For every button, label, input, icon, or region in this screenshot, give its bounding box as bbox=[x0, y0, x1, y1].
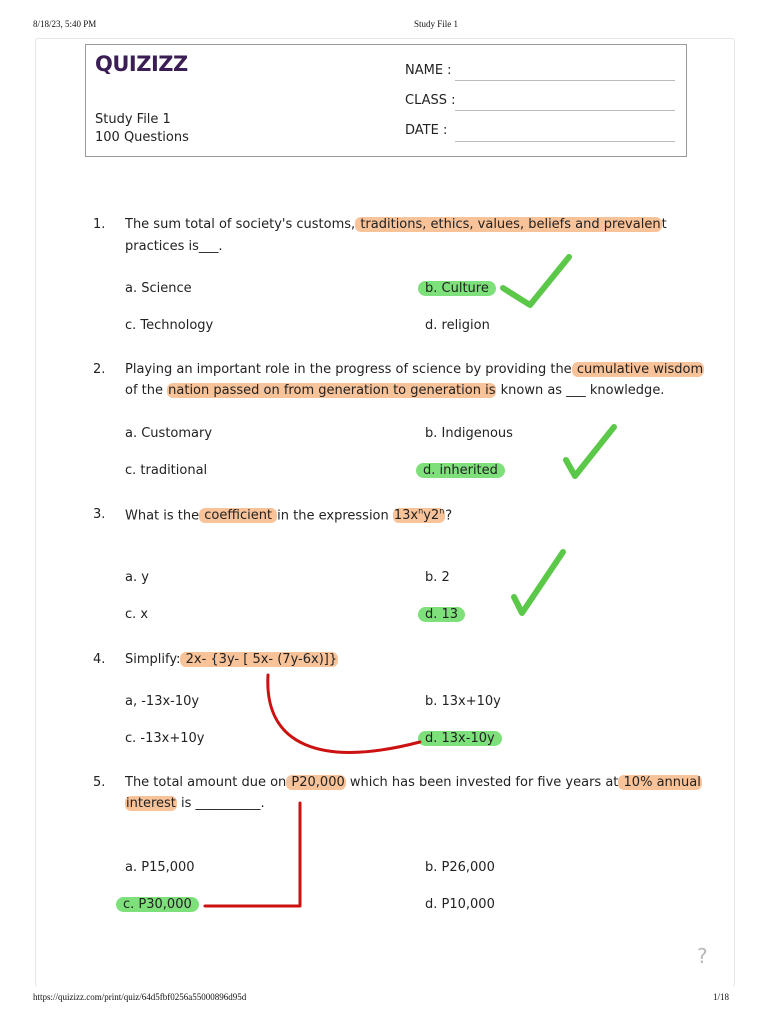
highlight: nation passed on from generation to generation is bbox=[168, 383, 496, 398]
option-b: b. 2 bbox=[425, 570, 450, 585]
quizizz-logo: QUIZIZZ bbox=[95, 52, 188, 76]
highlight: 2x- {3y- [ 5x- (7y-6x)]} bbox=[181, 652, 338, 667]
option-c: c. x bbox=[125, 607, 149, 622]
checkmark-icon bbox=[566, 427, 614, 476]
checkmark-icon bbox=[514, 552, 563, 613]
text-run: Playing an important role in the progress of science by providing the bbox=[125, 362, 572, 377]
option-a: a. y bbox=[125, 570, 149, 585]
option-d: d. religion bbox=[425, 318, 490, 333]
option-b-correct: b. Culture bbox=[418, 281, 496, 296]
option-b: b. Indigenous bbox=[425, 426, 513, 441]
text-run: The total amount due on bbox=[125, 775, 287, 790]
option-d-correct: d. inherited bbox=[416, 463, 505, 478]
highlight: coefficient bbox=[200, 508, 277, 524]
text-run: t bbox=[661, 217, 667, 232]
highlight: interest bbox=[126, 796, 176, 811]
print-datetime: 8/18/23, 5:40 PM bbox=[33, 19, 97, 29]
question-count: 100 Questions bbox=[95, 130, 189, 145]
date-label: DATE : bbox=[405, 123, 448, 138]
question-number: 5. bbox=[93, 775, 106, 790]
option-c: c. traditional bbox=[125, 463, 208, 478]
name-label: NAME : bbox=[405, 63, 452, 78]
option-a: a. Customary bbox=[125, 426, 213, 441]
highlight: 10% annual bbox=[619, 775, 701, 790]
print-page-number: 1/18 bbox=[713, 992, 730, 1002]
text-run: in the expression bbox=[277, 508, 393, 524]
annotation-bracket-arrow bbox=[205, 803, 300, 906]
superscript: n bbox=[418, 507, 424, 516]
help-icon[interactable]: ? bbox=[697, 944, 708, 968]
text-run: 13x bbox=[393, 508, 419, 524]
text-run: is __________. bbox=[176, 796, 265, 811]
highlight: P20,000 bbox=[287, 775, 345, 790]
class-label: CLASS : bbox=[405, 93, 456, 108]
question-number: 3. bbox=[93, 507, 106, 522]
text-run: What is the bbox=[125, 508, 200, 524]
option-a: a. P15,000 bbox=[125, 860, 195, 875]
option-c-correct: c. P30,000 bbox=[116, 897, 199, 912]
option-a: a, -13x-10y bbox=[125, 694, 200, 709]
question-number: 4. bbox=[93, 652, 106, 667]
option-b: b. 13x+10y bbox=[425, 694, 501, 709]
quiz-title: Study File 1 bbox=[95, 112, 171, 127]
text-run: known as ___ knowledge. bbox=[496, 383, 665, 398]
text-run: ? bbox=[445, 508, 453, 524]
print-doc-title: Study File 1 bbox=[414, 19, 459, 29]
highlight: traditions, ethics, values, beliefs and prevalen bbox=[356, 217, 661, 232]
text-run: of the bbox=[125, 383, 168, 398]
option-d: d. P10,000 bbox=[425, 897, 495, 912]
annotation-curve-arrow bbox=[268, 675, 420, 752]
option-d-correct: d. 13x-10y bbox=[418, 731, 502, 746]
text-run: The sum total of society's customs, bbox=[125, 217, 356, 232]
question-number: 2. bbox=[93, 362, 106, 377]
highlight: cumulative wisdom bbox=[572, 362, 704, 377]
question-number: 1. bbox=[93, 217, 106, 232]
text-run: Simplify: bbox=[125, 652, 181, 667]
text-run: which has been invested for five years at bbox=[345, 775, 619, 790]
checkmark-icon bbox=[503, 257, 569, 305]
text-run: y2 bbox=[423, 508, 440, 524]
option-a: a. Science bbox=[125, 281, 192, 296]
print-url: https://quizizz.com/print/quiz/64d5fbf0256a55000896d95d bbox=[33, 992, 247, 1002]
option-d-correct: d. 13 bbox=[418, 607, 465, 622]
question-text-line2: practices is___. bbox=[125, 239, 223, 254]
superscript: n bbox=[439, 507, 445, 516]
option-c: c. Technology bbox=[125, 318, 214, 333]
option-b: b. P26,000 bbox=[425, 860, 495, 875]
option-c: c. -13x+10y bbox=[125, 731, 205, 746]
